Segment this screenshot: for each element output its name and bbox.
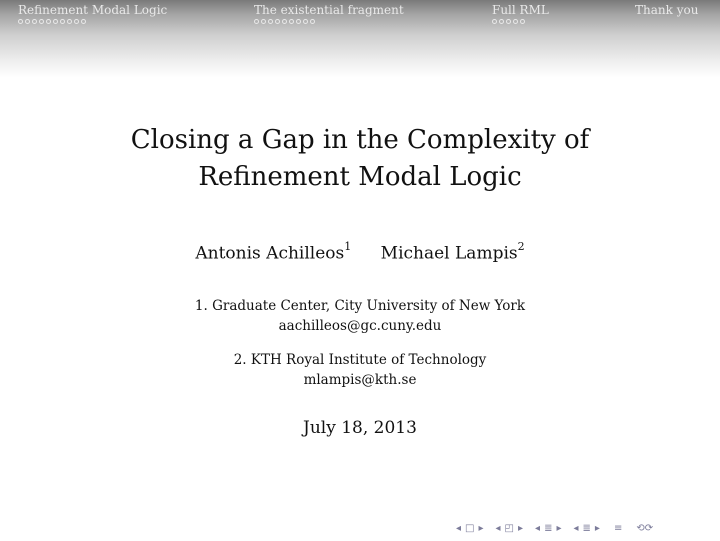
nav-dots-section-2[interactable] [254,19,315,24]
author-1-mark: 1 [344,240,352,253]
title-line-1: Closing a Gap in the Complexity of [130,125,590,155]
nav-dot[interactable] [506,19,511,24]
author-1 [195,242,351,264]
nav-dot[interactable] [81,19,86,24]
author-2 [381,242,525,264]
institution-2-email: mlampis@kth.se [303,372,417,388]
nav-dot[interactable] [60,19,65,24]
nav-dot[interactable] [296,19,301,24]
search-icon[interactable]: ⟲⟳ [636,522,654,534]
institution-1-line: 1. Graduate Center, City University of New York [194,298,526,314]
author-2-name: Michael Lampis [380,243,518,264]
nav-dot[interactable] [25,19,30,24]
nav-dot[interactable] [32,19,37,24]
institution-1-email: aachilleos@gc.cuny.edu [278,318,442,334]
author-1-name: Antonis Achilleos [195,243,345,264]
title-line-2: Refinement Modal Logic [198,162,522,192]
nav-dot[interactable] [46,19,51,24]
slide-title [0,122,720,196]
institution-2 [0,350,720,390]
nav-section-refinement-modal-logic[interactable]: Refinement Modal Logic [18,3,168,17]
nav-dot[interactable] [261,19,266,24]
frame-icon[interactable]: □ [465,522,475,534]
nav-dot[interactable] [18,19,23,24]
subsection-prev-icon[interactable]: ◂ [495,522,501,534]
nav-section-full-rml[interactable]: Full RML [492,3,549,17]
nav-dot[interactable] [53,19,58,24]
institution-1 [0,296,720,336]
section-next-icon[interactable]: ▸ [556,522,562,534]
nav-dot[interactable] [275,19,280,24]
nav-section-thank-you[interactable]: Thank you [635,3,699,17]
nav-dots-section-3[interactable] [492,19,525,24]
authors [0,242,720,264]
appendix-icon[interactable]: ≡ [613,522,623,534]
nav-dot[interactable] [303,19,308,24]
nav-dot[interactable] [289,19,294,24]
institution-2-line: 2. KTH Royal Institute of Technology [233,352,487,368]
nav-dot[interactable] [282,19,287,24]
subsec-next-icon[interactable]: ▸ [594,522,600,534]
beamer-navigation-symbols [456,522,653,534]
nav-dot[interactable] [492,19,497,24]
nav-dot[interactable] [499,19,504,24]
headline-bar [0,0,720,78]
nav-dot[interactable] [268,19,273,24]
nav-dot[interactable] [254,19,259,24]
subsection-icon[interactable]: ◰ [504,522,514,534]
nav-dot[interactable] [513,19,518,24]
frame-prev-icon[interactable]: ◂ [456,522,462,534]
nav-dot[interactable] [520,19,525,24]
section-prev-icon[interactable]: ◂ [535,522,541,534]
nav-dot[interactable] [67,19,72,24]
subsec-icon[interactable]: ≣ [582,522,591,534]
nav-dot[interactable] [310,19,315,24]
subsec-prev-icon[interactable]: ◂ [573,522,579,534]
section-icon[interactable]: ≣ [544,522,553,534]
nav-dots-section-1[interactable] [18,19,86,24]
nav-dot[interactable] [39,19,44,24]
presentation-date: July 18, 2013 [303,418,417,438]
subsection-next-icon[interactable]: ▸ [518,522,524,534]
author-2-mark: 2 [517,240,525,253]
nav-section-existential-fragment[interactable]: The existential fragment [254,3,404,17]
frame-next-icon[interactable]: ▸ [478,522,484,534]
nav-dot[interactable] [74,19,79,24]
